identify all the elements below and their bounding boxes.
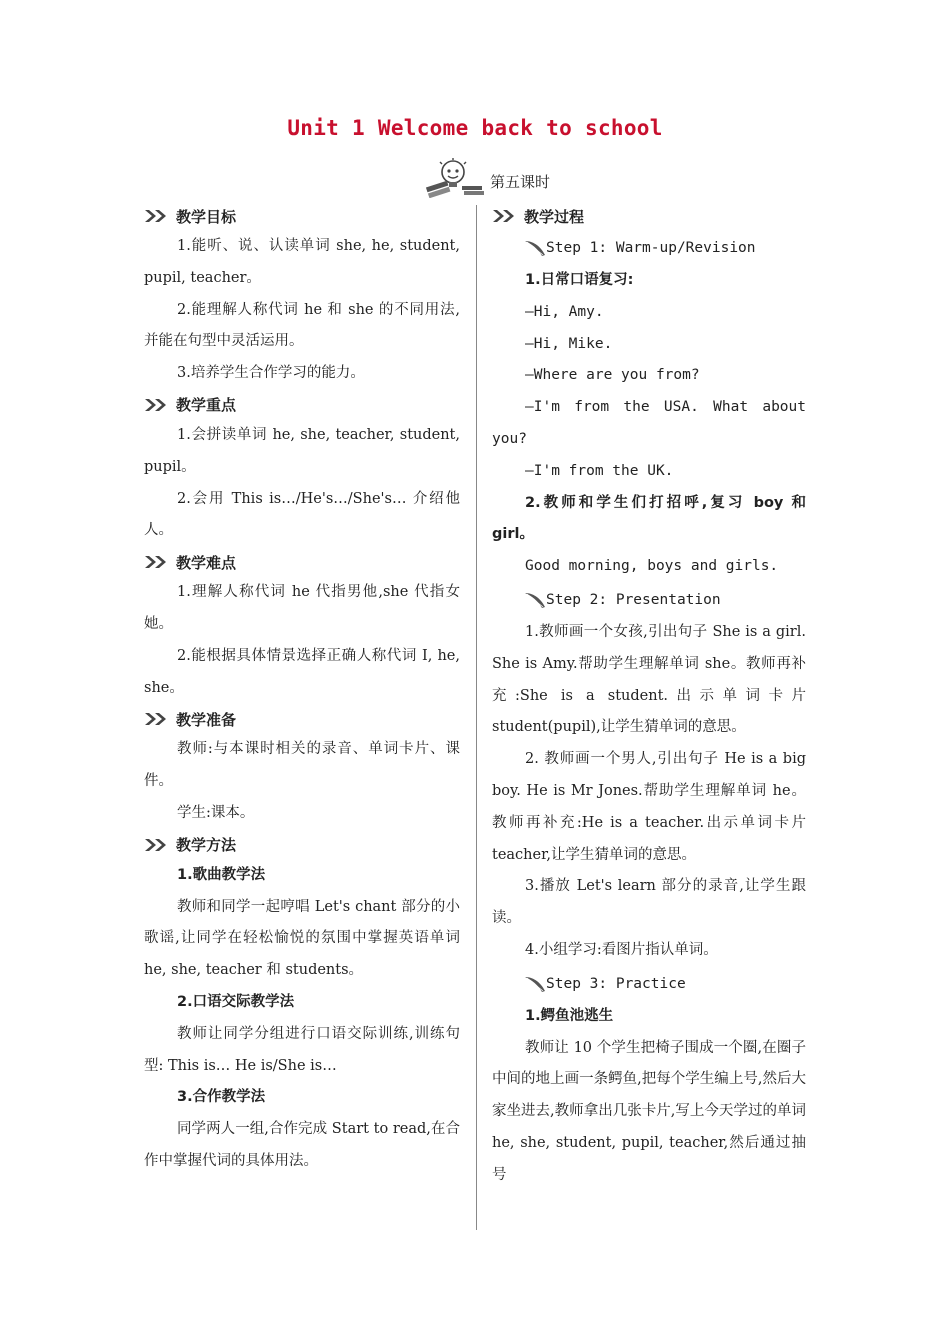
sub-heading: 1.日常口语复习:: [525, 272, 634, 288]
double-chevron-icon: [144, 555, 170, 569]
double-chevron-icon: [144, 398, 170, 412]
practice-text: 教师让 10 个学生把椅子围成一个圈,在圈子中间的地上画一条鳄鱼,把每个学生编上号,然后大家坐进去,教师拿出几张卡片,写上今天学过的单词 he, she, student, pupil, teacher,然后通过抽号: [492, 1039, 806, 1183]
section-title: 教学目标: [176, 207, 237, 226]
greeting-line: Good morning, boys and girls.: [525, 558, 779, 575]
method-title: 1.歌曲教学法: [177, 866, 266, 883]
presentation-item: 4.小组学习:看图片指认单词。: [525, 941, 718, 958]
left-column: [144, 201, 460, 1178]
method-text: 教师让同学分组进行口语交际训练,训练句型: This is… He is/She is…: [144, 1025, 460, 1074]
section-process: [492, 201, 806, 231]
section-preparation: [144, 704, 460, 734]
lesson-header: [420, 158, 550, 198]
double-chevron-icon: [144, 712, 170, 726]
sub-heading: 2.教师和学生们打招呼,复习 boy 和 girl。: [492, 494, 806, 543]
right-column: [492, 201, 806, 1192]
dialogue-line: —I'm from the USA. What about you?: [492, 399, 806, 447]
step-heading: [492, 583, 806, 617]
page-title: Unit 1 Welcome back to school: [287, 116, 663, 140]
double-chevron-icon: [144, 838, 170, 852]
presentation-item: 1.教师画一个女孩,引出句子 She is a girl. She is Amy.帮助学生理解单词 she。教师再补充:She is a student.出示单词卡片 student(pupil),让学生猜单词的意思。: [492, 623, 806, 736]
section-title: 教学方法: [176, 836, 237, 855]
keypoint-item: 1.会拼读单词 he, she, teacher, student, pupil。: [144, 426, 460, 475]
objective-item: 1.能听、说、认读单词 she, he, student, pupil, teacher。: [144, 238, 460, 286]
section-keypoints: [144, 390, 460, 420]
column-divider: [476, 205, 477, 1230]
section-title: 教学难点: [176, 553, 237, 572]
difficulty-item: 2.能根据具体情景选择正确人称代词 I, he, she。: [144, 647, 460, 696]
quill-icon: [524, 239, 546, 257]
section-title: 教学过程: [524, 207, 585, 226]
lightbulb-books-icon: [420, 158, 486, 198]
quill-icon: [524, 591, 546, 609]
step-heading: [492, 231, 806, 265]
lesson-label: 第五课时: [490, 173, 551, 191]
section-objectives: [144, 201, 460, 231]
section-title: 教学准备: [176, 710, 237, 729]
sub-heading: 1.鳄鱼池逃生: [525, 1007, 614, 1024]
double-chevron-icon: [144, 209, 170, 223]
preparation-item: 学生:课本。: [177, 804, 255, 821]
method-title: 3.合作教学法: [177, 1089, 266, 1106]
dialogue-line: —Hi, Amy.: [525, 303, 604, 320]
double-chevron-icon: [492, 209, 518, 223]
method-title: 2.口语交际教学法: [177, 993, 295, 1010]
method-text: 教师和同学一起哼唱 Let's chant 部分的小歌谣,让同学在轻松愉悦的氛围中掌握英语单词 he, she, teacher 和 students。: [144, 898, 460, 979]
dialogue-line: —Where are you from?: [525, 367, 700, 384]
difficulty-item: 1.理解人称代词 he 代指男他,she 代指女她。: [144, 584, 460, 632]
step-title: Step 3: Practice: [546, 975, 686, 992]
presentation-item: 3.播放 Let's learn 部分的录音,让学生跟读。: [492, 878, 806, 927]
dialogue-line: —Hi, Mike.: [525, 335, 613, 352]
preparation-item: 教师:与本课时相关的录音、单词卡片、课件。: [144, 741, 460, 790]
step-heading: [492, 967, 806, 1001]
method-text: 同学两人一组,合作完成 Start to read,在合作中掌握代词的具体用法。: [144, 1121, 460, 1169]
objective-item: 3.培养学生合作学习的能力。: [177, 365, 365, 382]
objective-item: 2.能理解人称代词 he 和 she 的不同用法,并能在句型中灵活运用。: [144, 301, 460, 350]
dialogue-line: —I'm from the UK.: [525, 462, 674, 479]
step-title: Step 2: Presentation: [546, 591, 721, 608]
section-methods: [144, 830, 460, 860]
quill-icon: [524, 975, 546, 993]
section-title: 教学重点: [176, 396, 237, 415]
step-title: Step 1: Warm-up/Revision: [546, 240, 756, 256]
keypoint-item: 2.会用 This is…/He's…/She's… 介绍他人。: [144, 490, 460, 539]
presentation-item: 2. 教师画一个男人,引出句子 He is a big boy. He is Mr Jones.帮助学生理解单词 he。教师再补充:He is a teacher.出示单词卡片 teacher,让学生猜单词的意思。: [492, 751, 806, 863]
section-difficulties: [144, 547, 460, 577]
